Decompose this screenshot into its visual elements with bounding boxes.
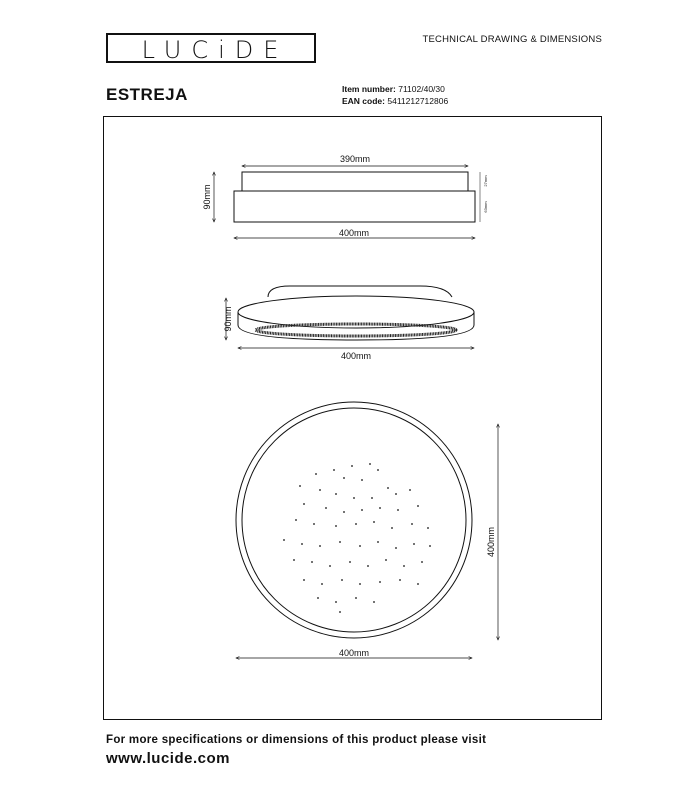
star-dot (373, 521, 375, 523)
item-number-row (342, 84, 445, 94)
star-dot (429, 545, 431, 547)
top-height-label: 400mm (486, 526, 496, 558)
star-dot (367, 565, 369, 567)
star-dot (315, 473, 317, 475)
star-dot (335, 525, 337, 527)
star-dot (417, 505, 419, 507)
technical-drawing (103, 116, 602, 720)
top-view-outer-ring (236, 402, 472, 638)
product-name: ESTREJA (106, 85, 188, 104)
star-dot (311, 561, 313, 563)
star-dot (339, 611, 341, 613)
perspective-top-cap (268, 286, 452, 297)
star-dot (413, 543, 415, 545)
star-dot (421, 561, 423, 563)
star-dot (343, 477, 345, 479)
star-dot (403, 565, 405, 567)
star-dot (339, 541, 341, 543)
star-dot (343, 511, 345, 513)
item-number-value: 71102/40/30 (398, 84, 445, 94)
star-dot (399, 579, 401, 581)
star-dot (293, 559, 295, 561)
star-dot (299, 485, 301, 487)
star-dot (303, 579, 305, 581)
top-view-star-dots (283, 463, 431, 613)
star-dot (335, 493, 337, 495)
star-dot (329, 565, 331, 567)
star-dot (355, 523, 357, 525)
top-view (236, 402, 498, 658)
top-width-label: 400mm (338, 648, 370, 658)
footer-url[interactable]: www.lucide.com (106, 750, 230, 767)
logo-text: LUCiDE (141, 36, 289, 64)
star-dot (361, 479, 363, 481)
star-dot (301, 543, 303, 545)
star-dot (397, 509, 399, 511)
ean-row (342, 96, 448, 106)
star-dot (325, 507, 327, 509)
star-dot (355, 597, 357, 599)
star-dot (335, 601, 337, 603)
top-view-inner-ring (242, 408, 466, 632)
star-dot (353, 497, 355, 499)
star-dot (319, 489, 321, 491)
star-dot (333, 469, 335, 471)
star-dot (371, 497, 373, 499)
side-height-label: 90mm (202, 184, 212, 210)
star-dot (349, 561, 351, 563)
star-dot (283, 539, 285, 541)
side-view-lower-body (234, 191, 475, 222)
document-type: TECHNICAL DRAWING & DIMENSIONS (422, 34, 602, 45)
side-top-width-label: 390mm (339, 154, 371, 164)
star-dot (379, 581, 381, 583)
footer-text: For more specifications or dimensions of this product please visit (106, 734, 487, 746)
star-dot (427, 527, 429, 529)
perspective-width-label: 400mm (340, 351, 372, 361)
star-dot (303, 503, 305, 505)
star-dot (409, 489, 411, 491)
star-dot (395, 547, 397, 549)
star-dot (387, 487, 389, 489)
star-dot (379, 507, 381, 509)
star-dot (317, 597, 319, 599)
star-dot (385, 559, 387, 561)
star-dot (391, 527, 393, 529)
ean-value: 5411212712806 (387, 96, 449, 106)
ean-label: EAN code: (342, 96, 385, 106)
star-dot (359, 583, 361, 585)
star-dot (373, 601, 375, 603)
star-dot (351, 465, 353, 467)
side-view-upper-body (242, 172, 468, 191)
star-dot (417, 583, 419, 585)
star-dot (341, 579, 343, 581)
brand-logo (106, 33, 316, 63)
side-view (202, 154, 488, 238)
star-dot (377, 469, 379, 471)
star-dot (313, 523, 315, 525)
side-small-dim-1-label: 27mm (483, 175, 488, 187)
star-dot (377, 541, 379, 543)
star-dot (411, 523, 413, 525)
star-dot (361, 509, 363, 511)
item-number-label: Item number: (342, 84, 396, 94)
perspective-height-label: 90mm (223, 306, 233, 332)
perspective-view (223, 286, 474, 361)
side-bottom-width-label: 400mm (338, 228, 370, 238)
perspective-star-band (256, 324, 456, 336)
side-small-dim-2-label: 63mm (483, 201, 488, 213)
star-dot (395, 493, 397, 495)
star-dot (319, 545, 321, 547)
star-dot (295, 519, 297, 521)
star-dot (369, 463, 371, 465)
star-dot (359, 545, 361, 547)
star-dot (321, 583, 323, 585)
